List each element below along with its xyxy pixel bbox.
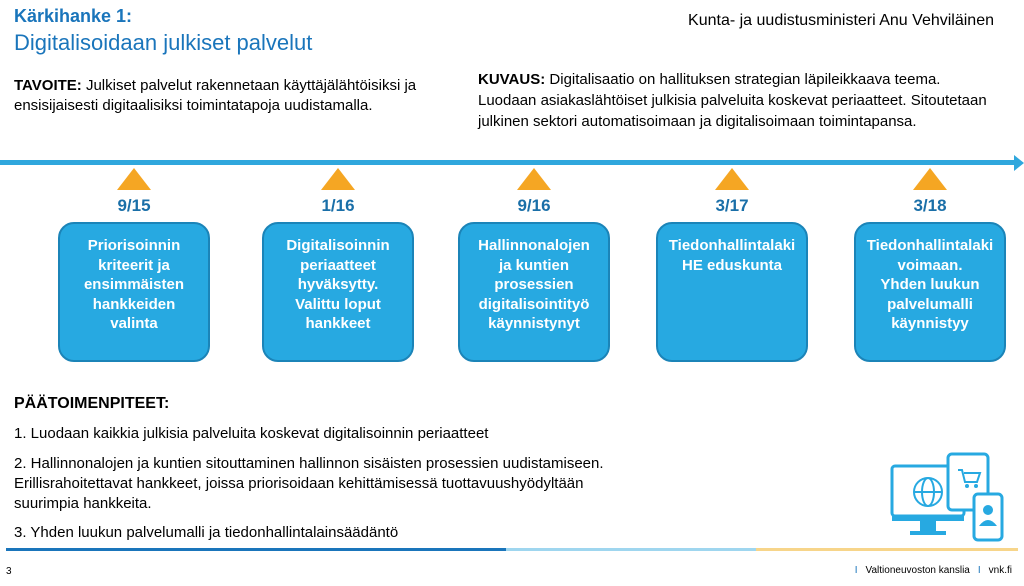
page-number: 3 — [6, 566, 12, 577]
minister: Kunta- ja uudistusministeri Anu Vehviläinen — [688, 12, 994, 29]
milestone-date: 9/16 — [517, 196, 551, 215]
action-item: 3. Yhden luukun palvelumalli ja tiedonhallintalainsäädäntö — [14, 524, 399, 541]
triangle-marker-icon — [117, 168, 151, 190]
page-title: Digitalisoidaan julkiset palvelut — [14, 30, 313, 55]
milestone-date: 3/17 — [715, 196, 749, 215]
goal-text: Julkiset palvelut rakennetaan käyttäjälähtöisiksi ja ensisijaisesti digitaalisiksi toimintatapoja uudistamalla. — [14, 77, 417, 114]
footer-site: vnk.fi — [988, 565, 1012, 576]
milestone-box: Hallinnonalojen ja kuntien prosessien digitalisointityö käynnistynyt — [458, 222, 610, 362]
milestone — [262, 168, 414, 362]
triangle-marker-icon — [715, 168, 749, 190]
action-item: 1. Luodaan kaikkia julkisia palveluita koskevat digitalisoinnin periaatteet — [14, 425, 489, 442]
milestone-date: 3/18 — [913, 196, 947, 215]
milestone-box: Tiedonhallintalaki voimaan. Yhden luukun palvelumalli käynnistyy — [854, 222, 1006, 362]
kicker: Kärkihanke 1: — [14, 6, 133, 26]
milestone-date: 1/16 — [321, 196, 355, 215]
timeline-arrow-icon — [1014, 155, 1024, 171]
milestone-box: Digitalisoinnin periaatteet hyväksytty. Valittu loput hankkeet — [262, 222, 414, 362]
goal-label: TAVOITE: — [14, 77, 82, 94]
footer — [847, 565, 1012, 576]
devices-icon — [888, 452, 1008, 548]
milestone — [458, 168, 610, 362]
timeline-line — [0, 160, 1016, 165]
triangle-marker-icon — [517, 168, 551, 190]
separator: I — [977, 565, 981, 576]
milestone-box: Tiedonhallintalaki HE eduskunta — [656, 222, 808, 362]
goal — [14, 76, 464, 116]
description-text: Digitalisaatio on hallituksen strategian läpileikkaava teema. Luodaan asiakaslähtöiset julkisia palveluita koskevat periaatteet. Sitoutetaan julkinen sektori automatisoimaan ja digitalisoimaan toimintapansa. — [478, 71, 987, 130]
milestone-date: 9/15 — [117, 196, 151, 215]
triangle-marker-icon — [913, 168, 947, 190]
milestone — [58, 168, 210, 362]
description — [478, 69, 998, 132]
footer-line-yellow — [756, 548, 1018, 551]
footer-line-lightblue — [506, 548, 756, 551]
actions-heading: PÄÄTOIMENPITEET: — [14, 395, 170, 412]
footer-org: Valtioneuvoston kanslia — [865, 565, 970, 576]
action-item: 2. Hallinnonalojen ja kuntien sitouttaminen hallinnon sisäisten prosessien uudistamiseen. Erillisrahoitettavat hankkeet, joissa priorisoidaan kehittämisessä tuottavuushyödyltään suurimpia hankkeita. — [14, 455, 604, 512]
description-label: KUVAUS: — [478, 71, 546, 88]
milestone-box: Priorisoinnin kriteerit ja ensimmäisten hankkeiden valinta — [58, 222, 210, 362]
footer-line-blue — [6, 548, 506, 551]
milestone — [854, 168, 1006, 362]
triangle-marker-icon — [321, 168, 355, 190]
separator: I — [854, 565, 858, 576]
milestone — [656, 168, 808, 362]
